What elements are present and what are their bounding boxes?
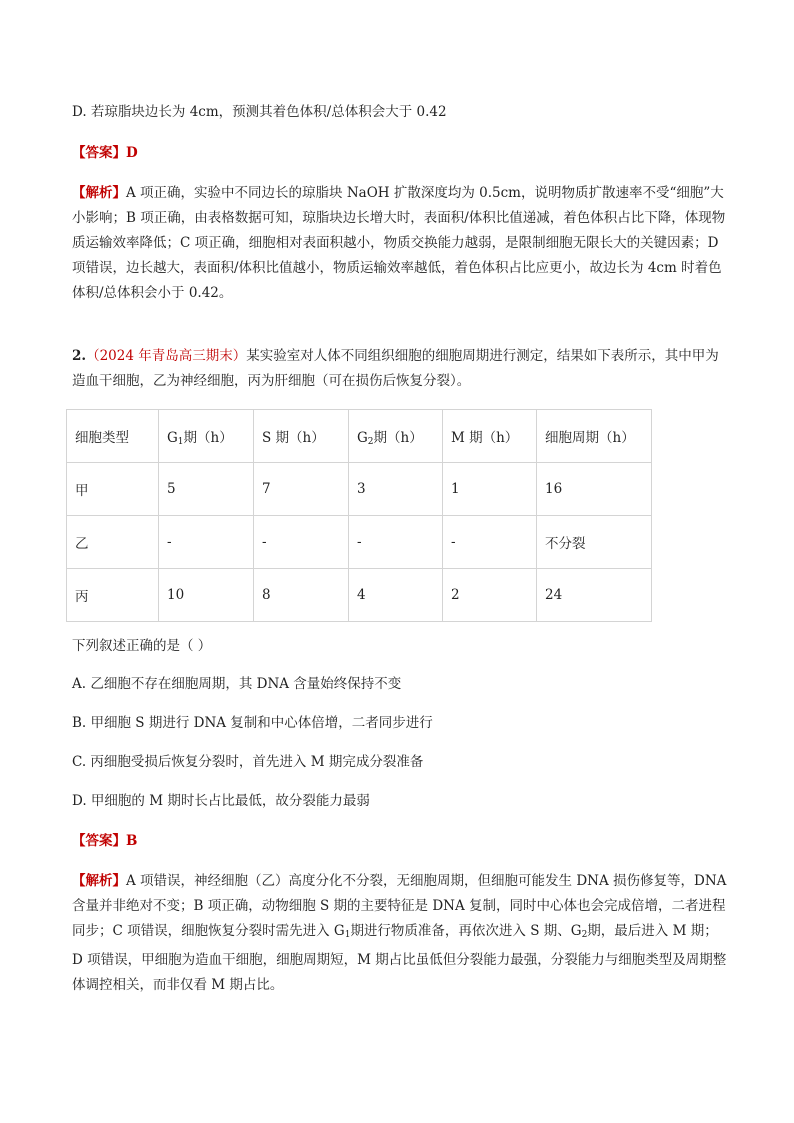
table-cell: 乙	[67, 516, 159, 569]
question-stem: 某实验室对人体不同组织细胞的细胞周期进行测定，结果如下表所示，其中甲为造血干细胞，乙为神经细胞，丙为肝细胞（可在损伤后恢复分裂）。	[72, 348, 719, 389]
table-cell: 2	[443, 569, 537, 622]
table-cell: 10	[159, 569, 254, 622]
q2-stem	[72, 344, 727, 394]
header-cycle: 细胞周期（h）	[537, 410, 652, 463]
table-row	[67, 516, 652, 569]
q2-option-d: D. 甲细胞的 M 期时长占比最低，故分裂能力最弱	[72, 793, 370, 809]
q2-option-b: B. 甲细胞 S 期进行 DNA 复制和中心体倍增，二者同步进行	[72, 715, 433, 731]
table-cell: -	[443, 516, 537, 569]
q2-option-a: A. 乙细胞不存在细胞周期，其 DNA 含量始终保持不变	[72, 676, 402, 692]
q1-analysis	[72, 181, 727, 306]
table-cell: 5	[159, 463, 254, 516]
analysis-text: A 项错误，神经细胞（乙）高度分化不分裂，无细胞周期，但细胞可能发生 DNA 损伤修复等，DNA 含量并非绝对不变；B 项正确，动物细胞 S 期的主要特征是 DNA 复制，同时中心体也会完成倍增，二者进程同步；C 项错误，细胞恢复分裂时需先进入 G	[72, 873, 727, 939]
analysis-label: 【解析】	[72, 873, 126, 889]
q2-option-c: C. 丙细胞受损后恢复分裂时，首先进入 M 期完成分裂准备	[72, 754, 424, 770]
q2-answer	[72, 829, 727, 854]
q1-answer	[72, 141, 727, 166]
answer-value: B	[126, 833, 138, 849]
table-cell: 丙	[67, 569, 159, 622]
header-m: M 期（h）	[443, 410, 537, 463]
table-cell: 16	[537, 463, 652, 516]
q2-prompt: 下列叙述正确的是（ ）	[72, 638, 212, 654]
table-cell: -	[254, 516, 349, 569]
answer-value: D	[126, 145, 138, 161]
question-source: （2024 年青岛高三期末）	[86, 348, 247, 364]
header-s: S 期（h）	[254, 410, 349, 463]
q2-analysis: 【解析】A 项错误，神经细胞（乙）高度分化不分裂，无细胞周期，但细胞可能发生 DNA 损伤修复等，DNA 含量并非绝对不变；B 项正确，动物细胞 S 期的主要特征是 DNA 复制，同时中心体也会完成倍增，二者进程同步；C 项错误，细胞恢复分裂时需先进入 $G_1$期进行物质准备，再依次进入 S 期、$G_2$期，最后进入 M 期；D 项错误，甲细胞为造血干细胞，细胞周期短，M 期占比虽低但分裂能力最强，分裂能力与细胞类型及周期整体调控相关，而非仅看 M 期占比。	[72, 873, 727, 993]
q1-option-d: D. 若琼脂块边长为 4cm，预测其着色体积/总体积会大于 0.42	[72, 104, 447, 120]
table-header-row	[67, 410, 652, 463]
table-cell: 1	[443, 463, 537, 516]
header-cell-type: 细胞类型	[67, 410, 159, 463]
table-cell: 24	[537, 569, 652, 622]
cell-cycle-table	[66, 409, 652, 622]
question-number: 2.	[72, 348, 87, 364]
answer-label: 【答案】	[72, 833, 126, 849]
table-cell: 甲	[67, 463, 159, 516]
table-cell: 8	[254, 569, 349, 622]
header-g2: $G_2$期（h）	[349, 410, 443, 463]
table-cell: 7	[254, 463, 349, 516]
table-cell: -	[159, 516, 254, 569]
analysis-label: 【解析】	[72, 185, 126, 201]
table-cell: 3	[349, 463, 443, 516]
table-cell: 不分裂	[537, 516, 652, 569]
header-g1: $G_1$期（h）	[159, 410, 254, 463]
table-cell: -	[349, 516, 443, 569]
table-cell: 4	[349, 569, 443, 622]
table-row	[67, 569, 652, 622]
table-row	[67, 463, 652, 516]
analysis-text: A 项正确，实验中不同边长的琼脂块 NaOH 扩散深度均为 0.5cm，说明物质扩散速率不受“细胞”大小影响；B 项正确，由表格数据可知，琼脂块边长增大时，表面积/体积比值递减，着色体积占比下降，体现物质运输效率降低；C 项正确，细胞相对表面积越小，物质交换能力越弱，是限制细胞无限长大的关键因素；D 项错误，边长越大，表面积/体积比值越小，物质运输效率越低，着色体积占比应更小，故边长为 4cm 时着色体积/总体积会小于 0.42。	[72, 185, 726, 301]
answer-label: 【答案】	[72, 145, 126, 161]
